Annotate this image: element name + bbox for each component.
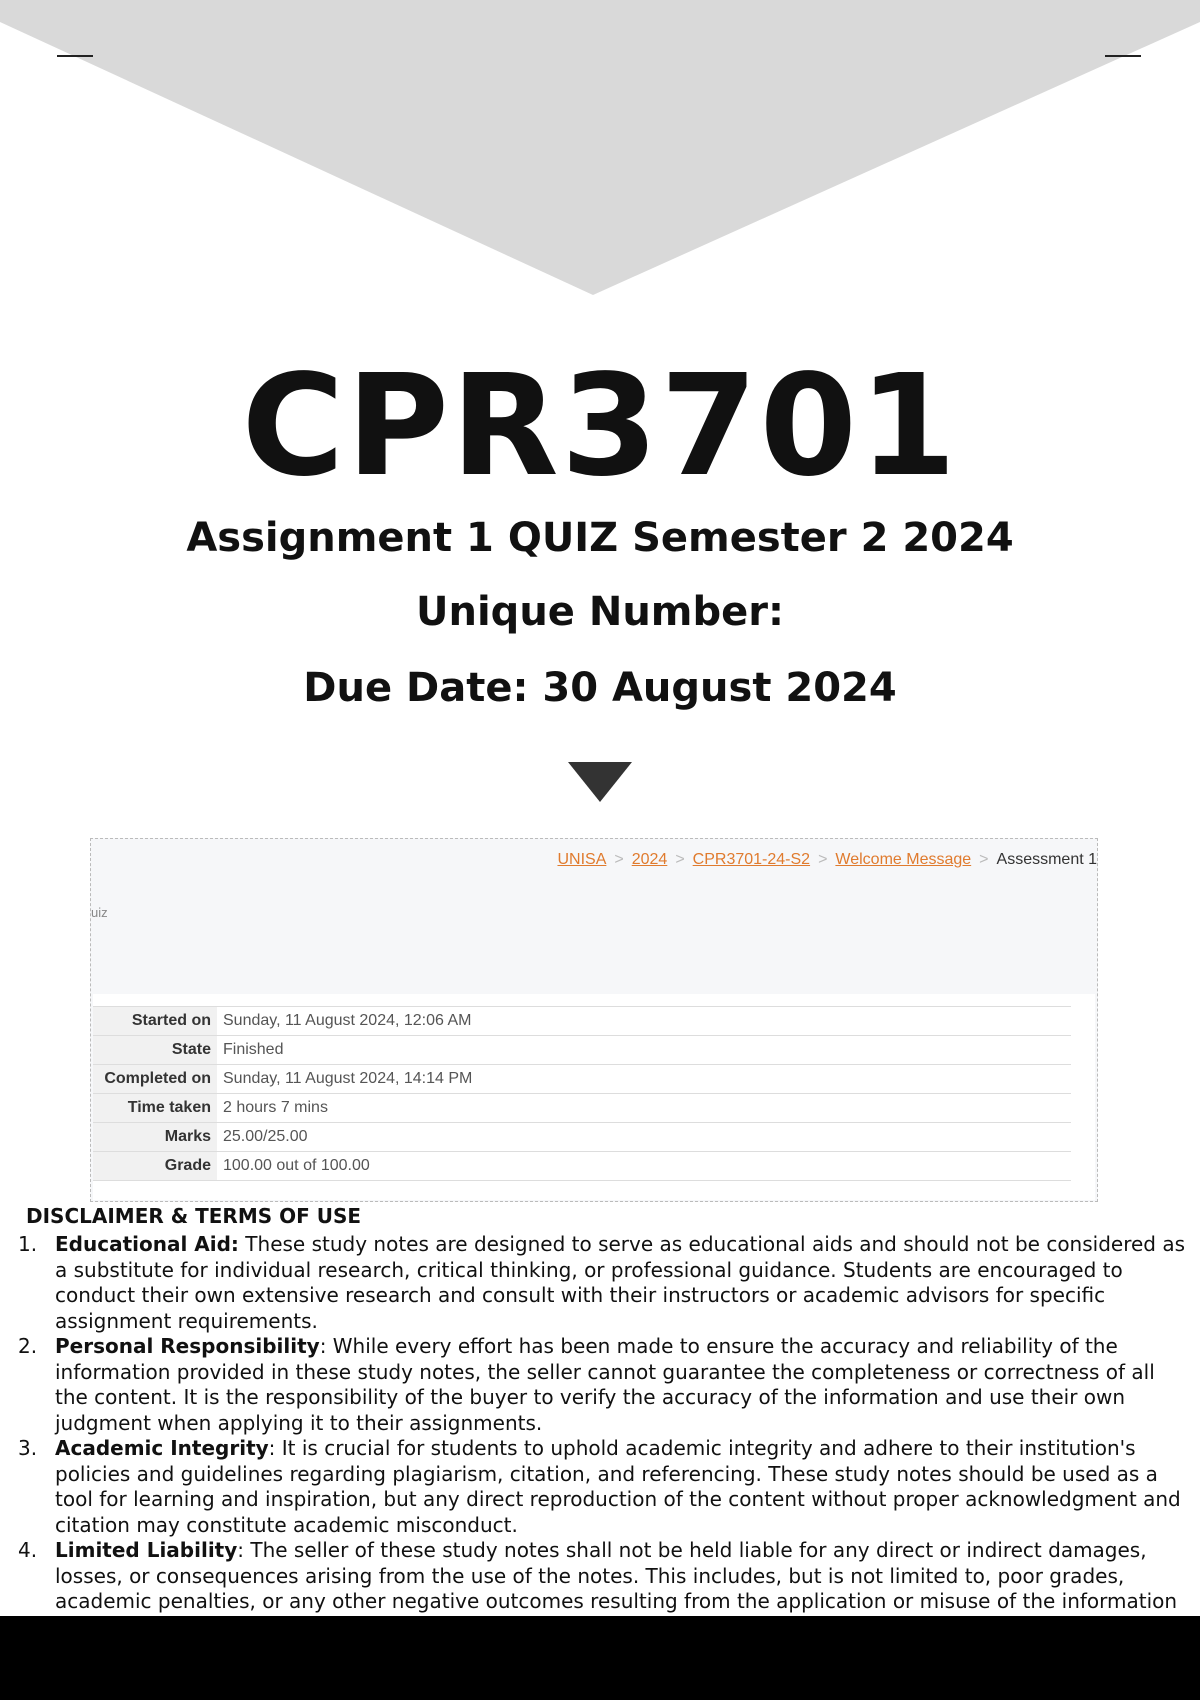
due-date: Due Date: 30 August 2024 bbox=[303, 665, 897, 711]
table-row bbox=[93, 1065, 1071, 1094]
table-row bbox=[93, 1036, 1071, 1065]
item-title: Academic Integrity bbox=[55, 1436, 269, 1460]
summary-label: Started on bbox=[93, 1007, 217, 1036]
breadcrumb-current: Assessment 1 bbox=[996, 851, 1097, 868]
assignment-subtitle: Assignment 1 QUIZ Semester 2 2024 bbox=[186, 515, 1014, 561]
item-text: : The seller of these study notes shall not be held liable for any direct or indirect damages, losses, or consequences arising from the use of the notes. This includes, but is not limited to, poor grades, academic penalties, or any other negative outcomes resulting from the application or misuse of the information bbox=[55, 1538, 1178, 1613]
item-title: Personal Responsibility bbox=[55, 1334, 320, 1358]
item-number: 2. bbox=[18, 1334, 38, 1358]
summary-value: 100.00 out of 100.00 bbox=[217, 1152, 1071, 1181]
summary-value: Sunday, 11 August 2024, 14:14 PM bbox=[217, 1065, 1071, 1094]
list-item bbox=[18, 1436, 1188, 1538]
breadcrumb-separator-icon: > bbox=[614, 851, 624, 868]
breadcrumb-link-unisa[interactable]: UNISA bbox=[557, 851, 607, 868]
item-text: : While every effort has been made to ensure the accuracy and reliability of the information provided in these study notes, the seller cannot guarantee the completeness or correctness of all the content. It is the responsibility of the buyer to verify the accuracy of the information and use their own judgment when applying it to their assignments. bbox=[55, 1334, 1155, 1435]
summary-label: Grade bbox=[93, 1152, 217, 1181]
course-code-title: CPR3701 bbox=[241, 345, 959, 508]
breadcrumb-link-welcome[interactable]: Welcome Message bbox=[835, 851, 972, 868]
table-row bbox=[93, 1152, 1071, 1181]
summary-value: Finished bbox=[217, 1036, 1071, 1065]
down-arrow-icon bbox=[568, 762, 632, 802]
item-title: Educational Aid: bbox=[55, 1232, 239, 1256]
summary-label: Completed on bbox=[93, 1065, 217, 1094]
breadcrumb-link-year[interactable]: 2024 bbox=[631, 851, 668, 868]
quiz-summary-table bbox=[93, 1006, 1071, 1181]
table-row bbox=[93, 1094, 1071, 1123]
bottom-black-bar bbox=[0, 1616, 1200, 1700]
right-header-rule bbox=[1105, 55, 1141, 57]
left-header-rule bbox=[57, 55, 93, 57]
summary-value: Sunday, 11 August 2024, 12:06 AM bbox=[217, 1007, 1071, 1036]
breadcrumb-link-course[interactable]: CPR3701-24-S2 bbox=[692, 851, 811, 868]
item-text: These study notes are designed to serve as educational aids and should not be considered as a substitute for individual research, critical thinking, or professional guidance. Students are encouraged to conduct their own extensive research and consult with their instructors or academic advisors for specific assignment requirements. bbox=[55, 1232, 1186, 1333]
summary-label: Marks bbox=[93, 1123, 217, 1152]
item-number: 4. bbox=[18, 1538, 38, 1562]
breadcrumb bbox=[557, 851, 1097, 869]
list-item bbox=[18, 1538, 1188, 1615]
unique-number-label: Unique Number: bbox=[416, 589, 784, 635]
list-item bbox=[18, 1334, 1188, 1436]
breadcrumb-separator-icon: > bbox=[979, 851, 989, 868]
summary-label: State bbox=[93, 1036, 217, 1065]
item-number: 1. bbox=[18, 1232, 38, 1256]
summary-label: Time taken bbox=[93, 1094, 217, 1123]
quiz-summary-panel bbox=[93, 994, 1095, 1200]
terms-list bbox=[18, 1232, 1188, 1615]
breadcrumb-separator-icon: > bbox=[675, 851, 685, 868]
disclaimer-heading: DISCLAIMER & TERMS OF USE bbox=[26, 1204, 362, 1228]
summary-value: 2 hours 7 mins bbox=[217, 1094, 1071, 1123]
quiz-result-screenshot bbox=[90, 838, 1098, 1202]
item-title: Limited Liability bbox=[55, 1538, 238, 1562]
list-item bbox=[18, 1232, 1188, 1334]
summary-value: 25.00/25.00 bbox=[217, 1123, 1071, 1152]
table-row bbox=[93, 1123, 1071, 1152]
header-chevron-graphic bbox=[0, 0, 1200, 300]
item-text: : It is crucial for students to uphold academic integrity and adhere to their institution's policies and guidelines regarding plagiarism, citation, and referencing. These study notes should be used as a tool for learning and inspiration, but any direct reproduction of the content without proper acknowledgment and citation may constitute academic misconduct. bbox=[55, 1436, 1181, 1537]
breadcrumb-separator-icon: > bbox=[818, 851, 828, 868]
item-number: 3. bbox=[18, 1436, 38, 1460]
table-row bbox=[93, 1007, 1071, 1036]
quiz-label: uiz bbox=[91, 905, 108, 920]
